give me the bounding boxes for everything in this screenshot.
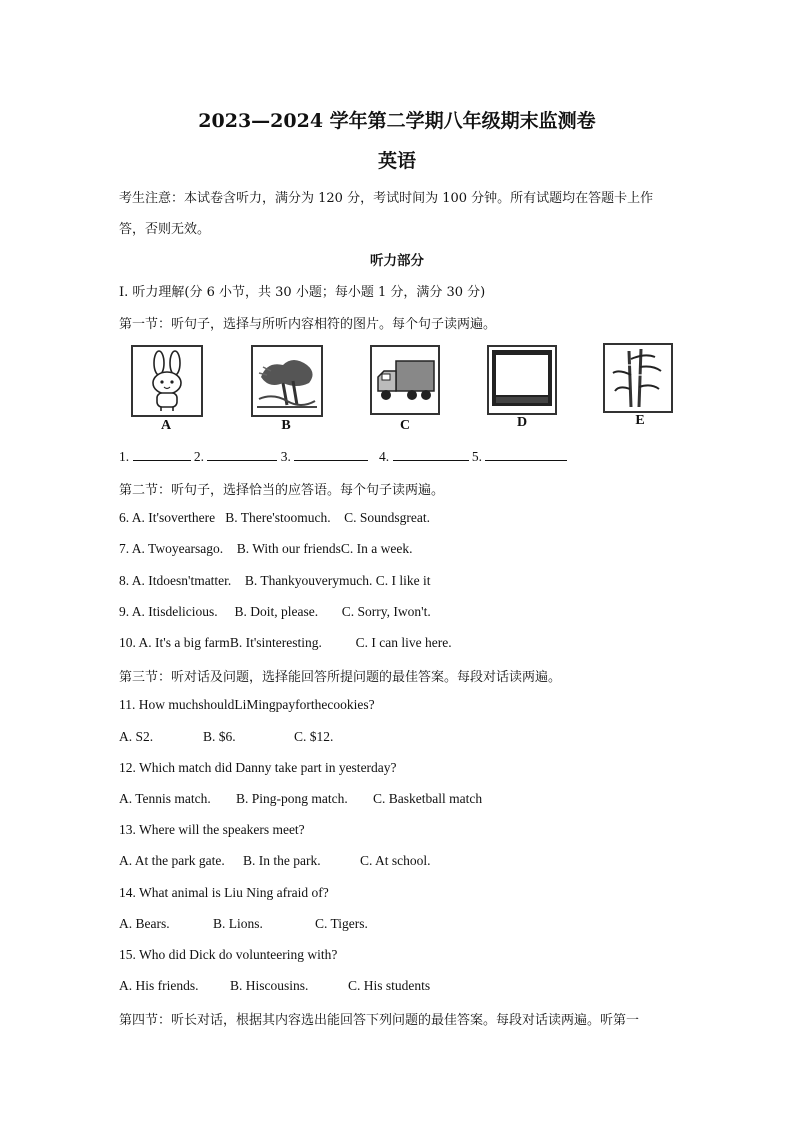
section4-instruction: 第四节：听长对话，根据其内容选出能回答下列问题的最佳答案。每段对话读两遍。听第一 — [119, 1013, 640, 1028]
storm-tree-icon — [253, 347, 321, 415]
option-c: C. Tigers. — [315, 916, 368, 931]
blank-label-1: 1. — [119, 449, 130, 464]
monitor-icon — [489, 347, 555, 413]
blank-3[interactable] — [294, 448, 368, 461]
option-a: A. Twoyearsago. — [131, 541, 224, 556]
rabbit-icon — [133, 347, 201, 415]
question-number: 7. — [119, 541, 130, 556]
option-a: A. Tennis match. — [119, 791, 211, 806]
blank-4[interactable] — [393, 448, 469, 461]
option-a: A. His friends. — [119, 978, 199, 993]
question-13: 13. Where will the speakers meet? — [119, 822, 305, 837]
question-7 — [119, 541, 413, 557]
question-12-options — [119, 791, 482, 807]
blank-5[interactable] — [485, 448, 567, 461]
option-b: B. $6. — [203, 729, 236, 744]
option-b: B. In the park. — [243, 853, 321, 868]
question-number: 9. — [119, 604, 130, 619]
blank-2[interactable] — [207, 448, 277, 461]
blank-label-3: 3. — [280, 449, 291, 464]
option-c: C. Soundsgreat. — [344, 510, 430, 525]
section1-instruction: 第一节：听句子，选择与所听内容相符的图片。每个句子读两遍。 — [119, 317, 497, 332]
picture-b — [251, 345, 323, 417]
question-8 — [119, 573, 431, 589]
section3-instruction: 第三节：听对话及问题，选择能回答所提问题的最佳答案。每段对话读两遍。 — [119, 670, 562, 685]
option-a: A. Itisdelicious. — [131, 604, 218, 619]
option-b: B. With our friends — [236, 541, 341, 556]
notice-line-2: 答，否则无效。 — [119, 222, 211, 237]
option-b: B. There'stoomuch. — [225, 510, 331, 525]
subject-title: 英语 — [377, 150, 416, 172]
question-12: 12. Which match did Danny take part in yesterday? — [119, 760, 397, 775]
blank-label-2: 2. — [193, 449, 204, 464]
picture-label-c: C — [399, 418, 411, 433]
picture-label-e: E — [635, 413, 645, 428]
answer-blanks-row — [119, 448, 567, 465]
option-a: A. It's a big farm — [138, 635, 230, 650]
blank-1[interactable] — [133, 448, 191, 461]
option-c: C. His students — [348, 978, 431, 993]
bamboo-icon — [605, 345, 671, 411]
exam-title: 2023—2024 学年第二学期八年级期末监测卷 — [198, 110, 596, 132]
picture-label-d: D — [516, 415, 528, 430]
option-b: B. It'sinteresting. — [229, 635, 322, 650]
section2-instruction: 第二节：听句子，选择恰当的应答语。每个句子读两遍。 — [119, 483, 445, 498]
option-c: C. Basketball match — [373, 791, 483, 806]
picture-a — [131, 345, 203, 417]
question-6 — [119, 510, 430, 526]
option-b: B. Thankyouverymuch. — [244, 573, 373, 588]
blank-label-5: 5. — [471, 449, 482, 464]
picture-label-a: A — [160, 418, 172, 433]
option-c: C. At school. — [360, 853, 431, 868]
option-b: B. Lions. — [213, 916, 263, 931]
option-a: A. It'soverthere — [131, 510, 216, 525]
option-b: B. Doit, please. — [234, 604, 319, 619]
option-b: B. Hiscousins. — [230, 978, 309, 993]
listening-heading: 听力部分 — [370, 253, 424, 269]
question-number: 8. — [119, 573, 130, 588]
picture-e — [603, 343, 673, 413]
question-13-options — [119, 853, 431, 869]
option-c: C. Sorry, Iwon't. — [341, 604, 431, 619]
option-c: C. I like it — [375, 573, 431, 588]
question-number: 10. — [119, 635, 136, 650]
notice-line-1: 考生注意：本试卷含听力，满分为 120 分，考试时间为 100 分钟。所有试题均在答题卡上作 — [119, 191, 654, 206]
picture-label-b: B — [281, 418, 291, 433]
question-11-options — [119, 729, 333, 745]
picture-d — [487, 345, 557, 415]
option-a: A. At the park gate. — [119, 853, 225, 868]
part1-heading: I. 听力理解(分 6 小节，共 30 小题；每小题 1 分，满分 30 分) — [119, 285, 486, 300]
option-a: A. Bears. — [119, 916, 170, 931]
question-number: 6. — [119, 510, 130, 525]
question-11: 11. How muchshouldLiMingpayforthecookies? — [119, 697, 375, 712]
question-14: 14. What animal is Liu Ning afraid of? — [119, 885, 329, 900]
blank-label-4: 4. — [379, 449, 390, 464]
option-c: C. In a week. — [340, 541, 413, 556]
question-15: 15. Who did Dick do volunteering with? — [119, 947, 338, 962]
option-b: B. Ping-pong match. — [236, 791, 348, 806]
option-c: C. I can live here. — [355, 635, 452, 650]
option-a: A. S2. — [119, 729, 154, 744]
question-15-options — [119, 978, 430, 994]
picture-c — [370, 345, 440, 415]
truck-icon — [372, 347, 438, 413]
option-c: C. $12. — [294, 729, 334, 744]
question-9 — [119, 604, 431, 620]
question-14-options — [119, 916, 368, 932]
question-10 — [119, 635, 452, 651]
option-a: A. Itdoesn'tmatter. — [131, 573, 232, 588]
